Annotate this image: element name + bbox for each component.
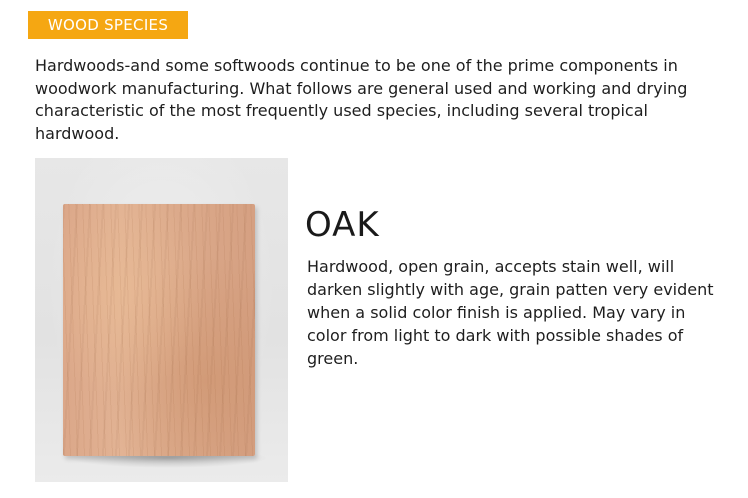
wood-panel-photo xyxy=(35,158,288,482)
species-description: Hardwood, open grain, accepts stain well, will darken slightly with age, grain patten very evident when a solid color finish is applied. May vary in color from light to dark with possible shades of green. xyxy=(307,257,714,368)
section-badge-label: WOOD SPECIES xyxy=(47,16,169,34)
section-badge xyxy=(28,11,188,39)
oak-panel-sample xyxy=(63,204,255,456)
species-title: OAK xyxy=(305,205,380,245)
intro-text: Hardwoods-and some softwoods continue to be one of the prime components in woodwork manufacturing. What follows are general used and working and drying characteristic of the most frequently used species, including several tropical hardwood. xyxy=(35,56,688,143)
